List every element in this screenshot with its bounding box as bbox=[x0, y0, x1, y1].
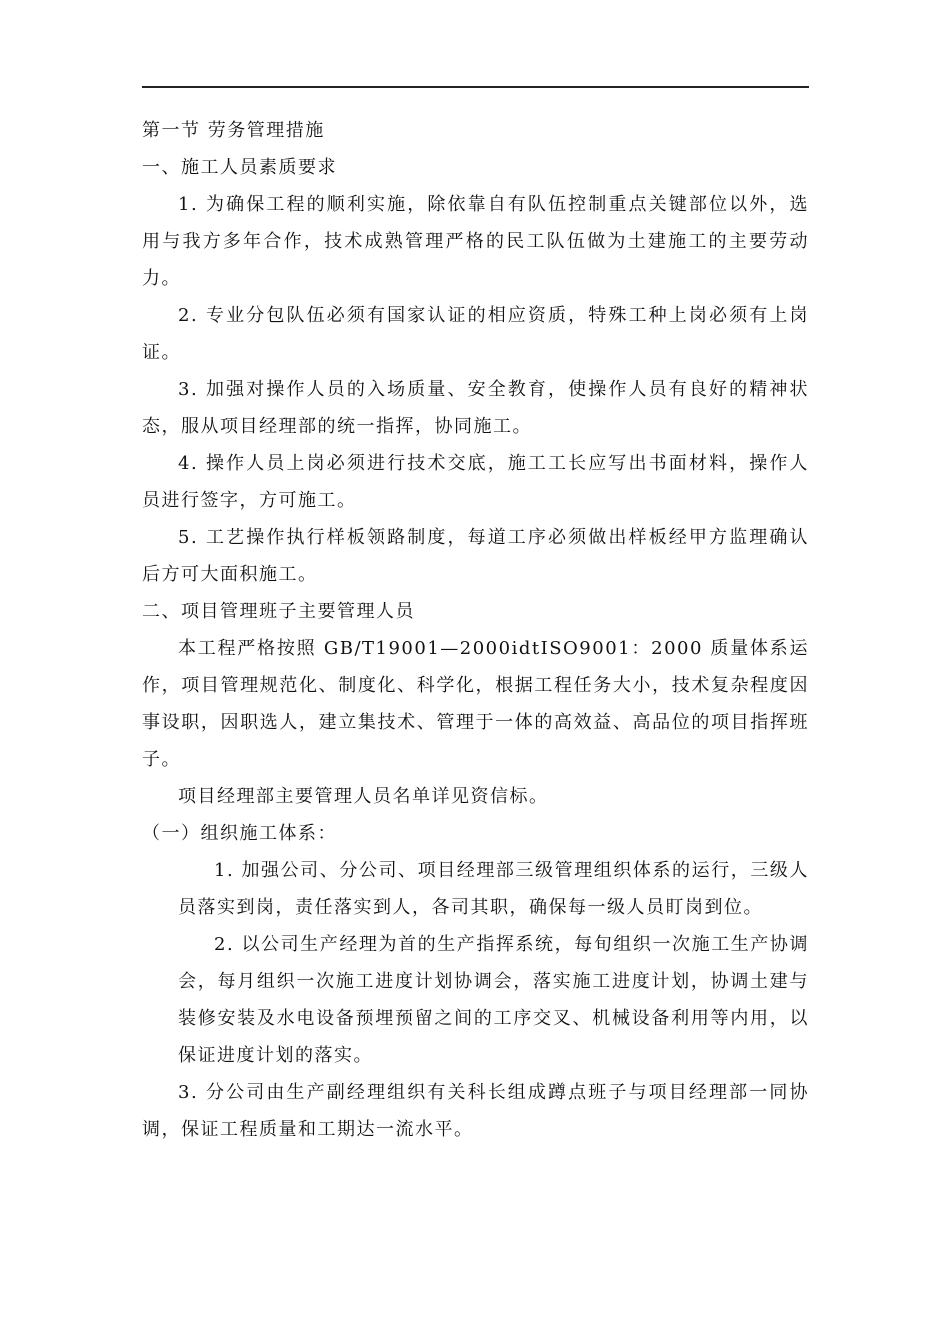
part3-item: 3. 分公司由生产副经理组织有关科长组成蹲点班子与项目经理部一同协调，保证工程质量和工期达一流水平。 bbox=[142, 1082, 809, 1140]
part1-item-4: 4. 操作人员上岗必须进行技术交底，施工工长应写出书面材料，操作人员进行签字，方可施工。 bbox=[142, 453, 809, 511]
part1-item-2: 2. 专业分包队伍必须有国家认证的相应资质，特殊工种上岗必须有上岗证。 bbox=[142, 305, 809, 363]
sub1-item-1: 1. 加强公司、分公司、项目经理部三级管理组织体系的运行，三级人员落实到岗，责任落实到人，各司其职，确保每一级人员盯岗到位。 bbox=[178, 860, 809, 918]
sub1-items bbox=[178, 852, 809, 1074]
document-body bbox=[142, 112, 809, 1148]
sub1-heading: （一）组织施工体系： bbox=[142, 823, 337, 844]
part1-item-3: 3. 加强对操作人员的入场质量、安全教育，使操作人员有良好的精神状态，服从项目经理部的统一指挥，协同施工。 bbox=[142, 379, 809, 437]
part1-item-5: 5. 工艺操作执行样板领路制度，每道工序必须做出样板经甲方监理确认后方可大面积施工。 bbox=[142, 527, 809, 585]
section-title: 第一节 劳务管理措施 bbox=[142, 120, 325, 141]
part2-paragraph-2: 项目经理部主要管理人员名单详见资信标。 bbox=[178, 786, 549, 807]
part2-paragraph-1: 本工程严格按照 GB/T19001—2000idtISO9001：2000 质量体系运作，项目管理规范化、制度化、科学化，根据工程任务大小，技术复杂程度因事设职，因职选人，建立集技术、管理于一体的高效益、高品位的项目指挥班子。 bbox=[142, 638, 809, 770]
part2-heading: 二、项目管理班子主要管理人员 bbox=[142, 601, 415, 622]
part1-item-1: 1. 为确保工程的顺利实施，除依靠自有队伍控制重点关键部位以外，选用与我方多年合作，技术成熟管理严格的民工队伍做为土建施工的主要劳动力。 bbox=[142, 194, 809, 289]
header-rule bbox=[142, 86, 809, 88]
part1-heading: 一、施工人员素质要求 bbox=[142, 157, 337, 178]
sub1-item-2: 2. 以公司生产经理为首的生产指挥系统，每旬组织一次施工生产协调会，每月组织一次施工进度计划协调会，落实施工进度计划，协调土建与装修安装及水电设备预埋预留之间的工序交叉、机械设备利用等内用，以保证进度计划的落实。 bbox=[178, 934, 809, 1066]
